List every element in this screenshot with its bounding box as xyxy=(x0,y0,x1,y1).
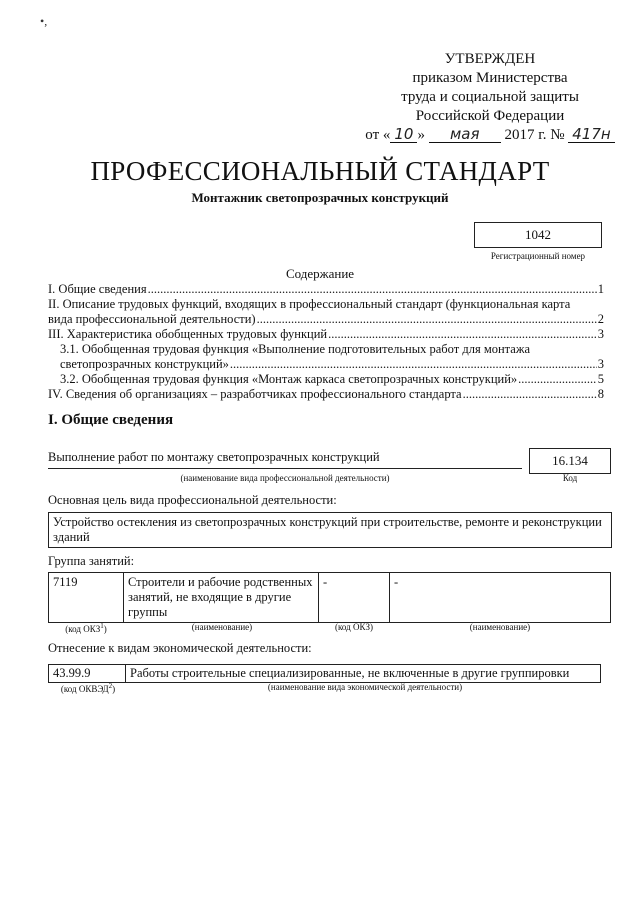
economic-activity-label: Отнесение к видам экономической деятельности: xyxy=(48,641,312,655)
activity-code-caption: Код xyxy=(562,473,578,483)
okved-code-cell: 43.99.9 xyxy=(49,665,126,683)
goal-label: Основная цель вида профессиональной деятельности: xyxy=(48,493,337,507)
toc-item-page: 8 xyxy=(597,387,604,401)
approval-date-line xyxy=(360,126,620,145)
table-row xyxy=(49,573,611,623)
economic-activity-table xyxy=(48,664,601,683)
toc-item-text: 3.2. Обобщенная трудовая функция «Монтаж каркаса светопрозрачных конструкций» xyxy=(60,372,518,386)
toc-item[interactable] xyxy=(48,387,604,402)
toc-title: Содержание xyxy=(285,266,355,281)
toc-item[interactable] xyxy=(48,282,604,297)
order-number: 417н xyxy=(568,126,614,143)
section-heading: I. Общие сведения xyxy=(48,412,174,428)
okved-code-caption: (код ОКВЭД$^2$) xyxy=(60,682,116,694)
table-of-contents xyxy=(48,282,604,402)
page-title: ПРОФЕССИОНАЛЬНЫЙ СТАНДАРТ xyxy=(90,156,550,186)
toc-item-text-cont: светопрозрачных конструкций» xyxy=(60,357,229,371)
okz-name-cell: Строители и рабочие родственных занятий, не входящие в другие группы xyxy=(124,573,319,623)
group-table xyxy=(48,572,611,623)
toc-item[interactable] xyxy=(48,342,604,372)
toc-item-text: III. Характеристика обобщенных трудовых функций xyxy=(48,327,328,341)
date-month: мая xyxy=(429,126,501,143)
page-subtitle: Монтажник светопрозрачных конструкций xyxy=(191,190,449,205)
toc-item-page: 5 xyxy=(597,372,604,386)
okz-name-cell-2: - xyxy=(390,573,611,623)
registration-number: 1042 xyxy=(474,222,602,248)
okz-code-caption: (код ОКЗ$^1$) xyxy=(65,622,107,634)
okz-code-cell: 7119 xyxy=(49,573,124,623)
okz-name-caption-2: (наименование) xyxy=(469,622,531,632)
toc-item[interactable] xyxy=(48,327,604,342)
table-row xyxy=(49,665,601,683)
toc-item[interactable] xyxy=(48,372,604,387)
approval-line: Российской Федерации xyxy=(415,108,565,124)
date-year: 2017 г. № xyxy=(504,127,565,143)
date-prefix: от « xyxy=(365,127,391,143)
okz-code-cell-2: - xyxy=(319,573,390,623)
approval-block xyxy=(360,50,620,145)
activity-code: 16.134 xyxy=(529,448,611,474)
toc-item-page: 1 xyxy=(597,282,604,296)
date-mid: » xyxy=(417,127,425,143)
toc-item-page: 3 xyxy=(597,327,604,341)
toc-item[interactable] xyxy=(48,297,604,327)
toc-item-text: 3.1. Обобщенная трудовая функция «Выполнение подготовительных работ для монтажа xyxy=(60,342,531,356)
approval-line: УТВЕРЖДЕН xyxy=(444,51,536,67)
stray-mark: •, xyxy=(40,14,48,28)
activity-kind-underline xyxy=(48,468,522,469)
approval-line: труда и социальной защиты xyxy=(401,89,579,105)
okz-code-caption-2: (код ОКЗ) xyxy=(335,622,373,632)
toc-item-text-cont: вида профессиональной деятельности) xyxy=(48,312,256,326)
registration-label: Регистрационный номер xyxy=(490,251,586,261)
okved-name-cell: Работы строительные специализированные, не включенные в другие группировки xyxy=(126,665,601,683)
toc-item-text: I. Общие сведения xyxy=(48,282,147,296)
date-day: 10 xyxy=(390,126,417,143)
activity-kind-name: Выполнение работ по монтажу светопрозрачных конструкций xyxy=(48,450,380,464)
group-label: Группа занятий: xyxy=(48,554,135,568)
okved-name-caption: (наименование вида экономической деятельности) xyxy=(267,682,463,692)
toc-item-page: 2 xyxy=(597,312,604,326)
toc-item-text: II. Описание трудовых функций, входящих в профессиональный стандарт (функциональная карта xyxy=(48,297,571,311)
goal-text: Устройство остекления из светопрозрачных конструкций при строительстве, ремонте и реконструкции зданий xyxy=(48,512,612,548)
activity-kind-caption: (наименование вида профессиональной деятельности) xyxy=(180,473,390,483)
okz-name-caption: (наименование) xyxy=(191,622,253,632)
approval-line: приказом Министерства xyxy=(412,70,568,86)
toc-item-text: IV. Сведения об организациях – разработчиках профессионального стандарта xyxy=(48,387,462,401)
toc-item-page: 3 xyxy=(597,357,604,371)
